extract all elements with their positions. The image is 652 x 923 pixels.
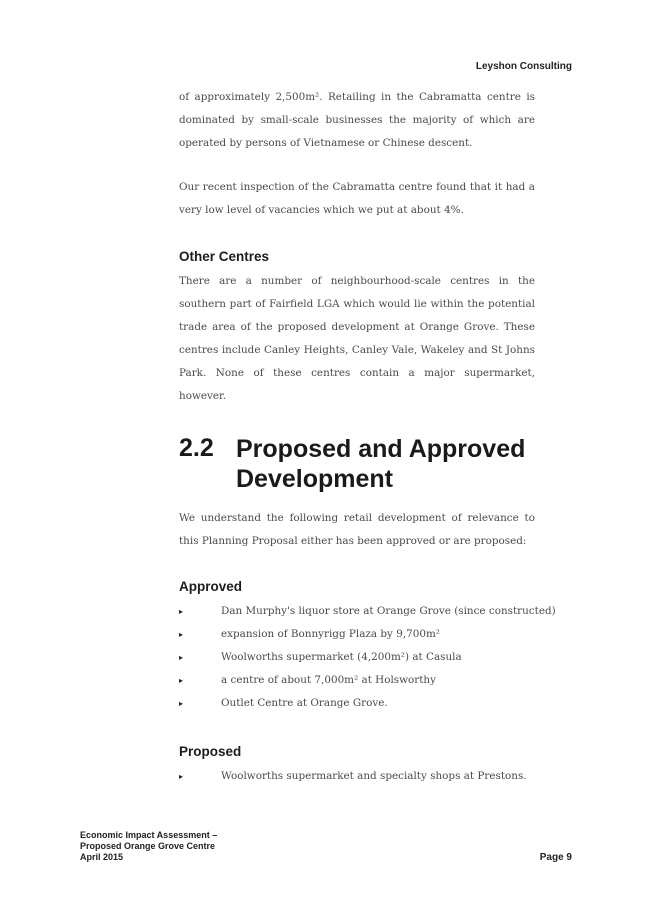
section-intro-paragraph: We understand the following retail development of relevance to this Planning Proposal either has been approved or are proposed: <box>179 512 535 547</box>
list-item-text: expansion of Bonnyrigg Plaza by 9,700m² <box>221 628 440 640</box>
other-centres-paragraph: There are a number of neighbourhood-scale centres in the southern part of Fairfield LGA which would lie within the potential trade area of the proposed development at Orange Grove. These centres include Canley Heights, Canley Vale, Wakeley and St Johns Park. None of these centres contain a major supermarket, however. <box>179 275 535 402</box>
bullet-icon: ▸ <box>179 676 184 685</box>
section-number: 2.2 <box>179 434 214 462</box>
intro-paragraph-1: of approximately 2,500m². Retailing in the Cabramatta centre is dominated by small-scale businesses the majority of which are operated by persons of Vietnamese or Chinese descent. <box>179 91 535 149</box>
approved-heading: Approved <box>179 579 243 594</box>
page-number: Page 9 <box>539 852 572 863</box>
section-title: Proposed and Approved Development <box>236 435 526 493</box>
bullet-icon: ▸ <box>179 772 184 781</box>
bullet-icon: ▸ <box>179 699 184 708</box>
bullet-icon: ▸ <box>179 653 184 662</box>
proposed-list <box>179 765 559 788</box>
footer-line: Proposed Orange Grove Centre <box>80 841 216 851</box>
list-item-text: Dan Murphy's liquor store at Orange Grove (since constructed) <box>221 605 556 617</box>
list-item-text: Outlet Centre at Orange Grove. <box>221 697 388 709</box>
bullet-icon: ▸ <box>179 630 184 639</box>
footer-line: April 2015 <box>80 852 124 862</box>
intro-paragraph-2: Our recent inspection of the Cabramatta centre found that it had a very low level of vacancies which we put at about 4%. <box>179 181 535 216</box>
footer-document-title <box>80 830 217 863</box>
list-item <box>179 765 559 788</box>
list-item <box>179 646 559 669</box>
list-item <box>179 600 559 623</box>
approved-list <box>179 600 559 715</box>
header-company: Leyshon Consulting <box>475 61 572 72</box>
list-item <box>179 623 559 646</box>
other-centres-heading: Other Centres <box>179 249 270 264</box>
list-item <box>179 669 559 692</box>
list-item <box>179 692 559 715</box>
bullet-icon: ▸ <box>179 607 184 616</box>
proposed-heading: Proposed <box>179 744 242 759</box>
list-item-text: Woolworths supermarket (4,200m²) at Casula <box>221 651 462 663</box>
footer-line: Economic Impact Assessment – <box>80 830 218 840</box>
list-item-text: a centre of about 7,000m² at Holsworthy <box>221 674 436 686</box>
list-item-text: Woolworths supermarket and specialty shops at Prestons. <box>221 770 527 782</box>
